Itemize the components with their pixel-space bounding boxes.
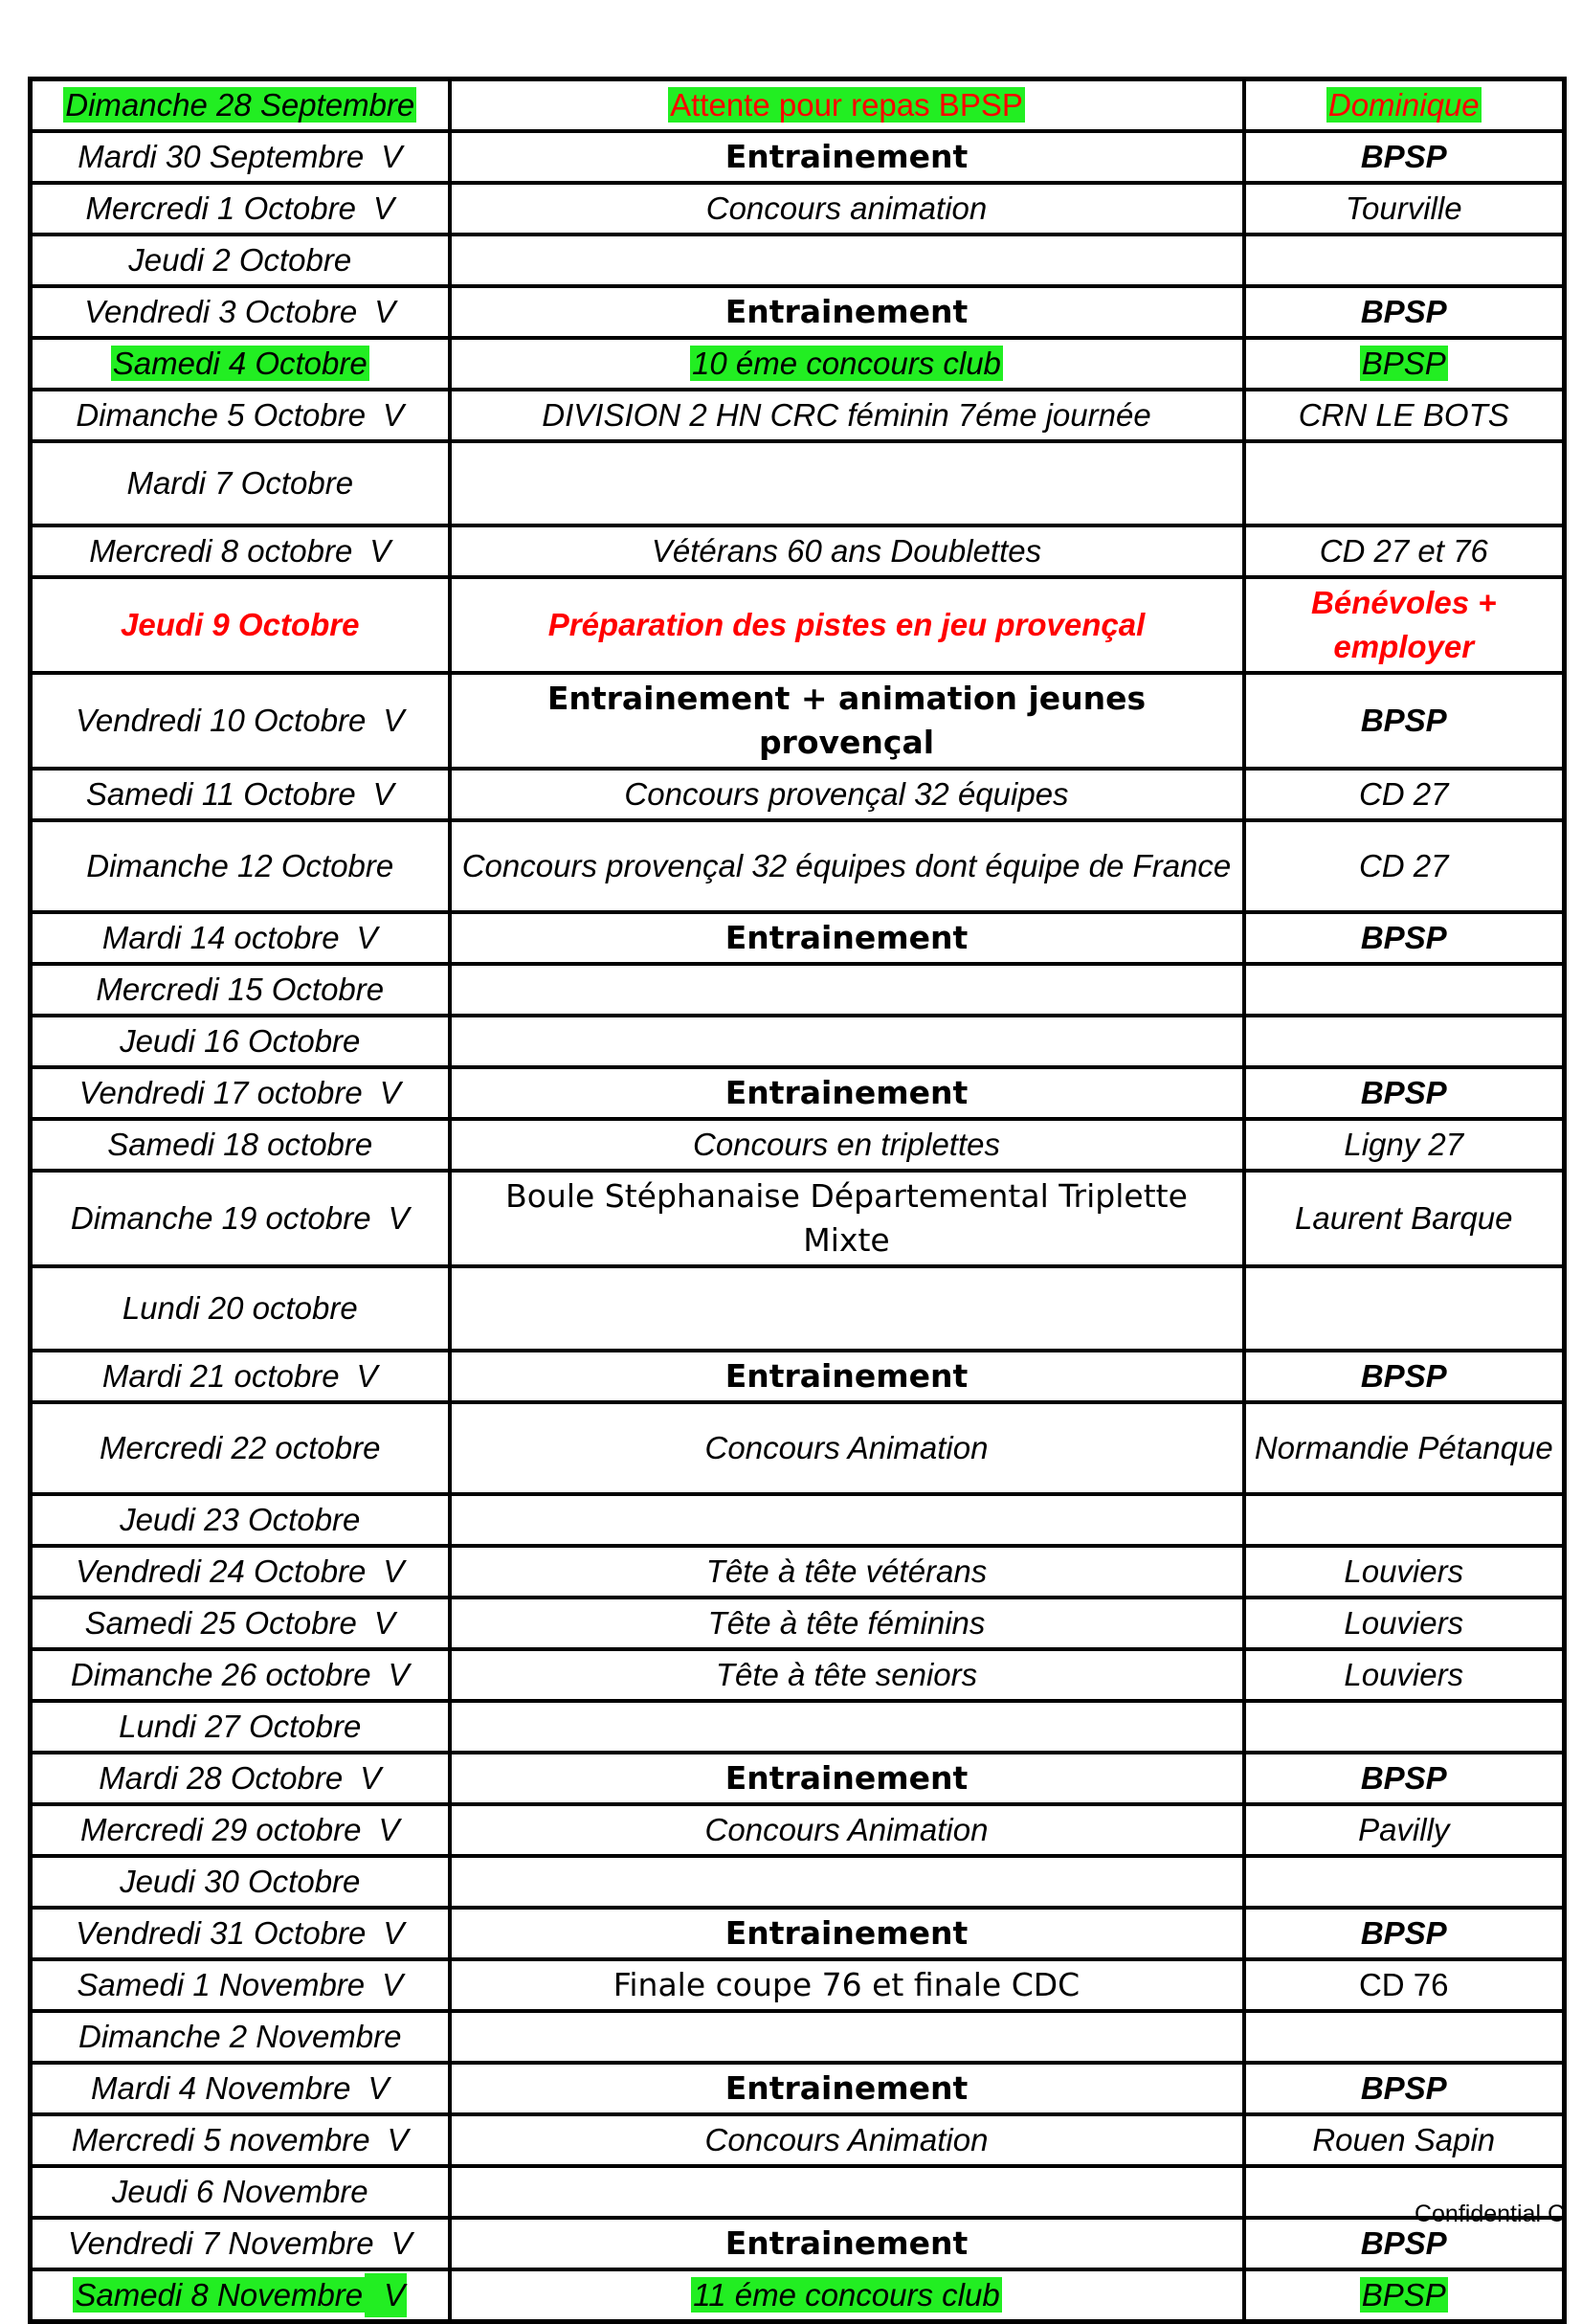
schedule-row: [31, 2063, 1565, 2114]
place-text: Ligny 27: [1344, 1127, 1464, 1162]
date-cell: [31, 2218, 450, 2269]
event-text: Entrainement: [724, 1357, 969, 1395]
date-text: Dimanche 19 octobre: [70, 1200, 371, 1236]
date-text: Vendredi 10 Octobre: [76, 703, 367, 738]
event-text: Finale coupe 76 et finale CDC: [613, 1966, 1081, 2003]
event-cell: [450, 2218, 1244, 2269]
place-cell: [1244, 2114, 1565, 2166]
schedule-row: [31, 1649, 1565, 1701]
place-text: Louviers: [1344, 1657, 1464, 1692]
date-text: Jeudi 9 Octobre: [121, 607, 360, 642]
availability-mark: V: [390, 2225, 412, 2261]
date-text: Mercredi 15 Octobre: [96, 972, 385, 1007]
event-text: Entrainement + animation jeunes provençal: [546, 680, 1147, 761]
date-cell: [31, 183, 450, 235]
event-text: Entrainement: [724, 2224, 969, 2262]
date-text: Mercredi 8 octobre: [89, 533, 353, 569]
date-text: Mardi 14 octobre: [101, 920, 340, 955]
date-cell: [31, 1119, 450, 1171]
place-cell: [1244, 2063, 1565, 2114]
schedule-row: [31, 338, 1565, 390]
event-cell: [450, 964, 1244, 1016]
schedule-row: [31, 964, 1565, 1016]
place-text: BPSP: [1360, 1358, 1447, 1394]
availability-mark: V: [388, 1200, 410, 1236]
date-cell: [31, 1067, 450, 1119]
place-text: Louviers: [1344, 1553, 1464, 1589]
event-cell: [450, 1856, 1244, 1908]
schedule-row: [31, 1171, 1565, 1266]
event-text: Boule Stéphanaise Départemental Triplette Mixte: [505, 1177, 1188, 1259]
event-cell: [450, 183, 1244, 235]
place-text: Normandie Pétanque: [1254, 1430, 1553, 1465]
availability-mark: V: [360, 1760, 382, 1796]
date-cell: [31, 2166, 450, 2218]
place-cell: [1244, 1119, 1565, 1171]
date-text: Samedi 25 Octobre: [84, 1605, 357, 1641]
date-text: Mercredi 22 octobre: [100, 1430, 381, 1465]
place-cell: [1244, 1908, 1565, 1959]
date-cell: [31, 1016, 450, 1067]
schedule-row: [31, 1598, 1565, 1649]
event-cell: [450, 79, 1244, 132]
date-cell: [31, 2114, 450, 2166]
schedule-row: [31, 673, 1565, 769]
place-text: BPSP: [1361, 346, 1446, 381]
date-cell: [31, 1171, 450, 1266]
schedule-row: [31, 1119, 1565, 1171]
place-cell: [1244, 673, 1565, 769]
place-cell: [1244, 2269, 1565, 2322]
date-text: Jeudi 16 Octobre: [120, 1023, 361, 1059]
event-text: Concours provençal 32 équipes dont équipe de France: [461, 848, 1232, 883]
place-text: BPSP: [1360, 1760, 1447, 1796]
schedule-row: [31, 235, 1565, 286]
event-text: Entrainement: [724, 2069, 969, 2107]
availability-mark: V: [383, 703, 405, 738]
event-cell: [450, 1067, 1244, 1119]
schedule-row: [31, 1351, 1565, 1402]
date-text: Samedi 4 Octobre: [112, 346, 368, 381]
event-text: Tête à tête féminins: [707, 1605, 986, 1641]
place-text: BPSP: [1360, 703, 1447, 738]
availability-mark: V: [383, 1915, 405, 1951]
place-text: Bénévoles + employer: [1310, 585, 1497, 664]
place-text: Louviers: [1344, 1605, 1464, 1641]
event-cell: [450, 2269, 1244, 2322]
place-cell: [1244, 235, 1565, 286]
event-text: Entrainement: [724, 1759, 969, 1797]
date-text: Dimanche 12 Octobre: [86, 848, 394, 883]
event-cell: [450, 769, 1244, 820]
date-cell: [31, 1649, 450, 1701]
date-cell: [31, 1804, 450, 1856]
event-cell: [450, 673, 1244, 769]
date-text: Vendredi 31 Octobre: [76, 1915, 367, 1951]
date-cell: [31, 964, 450, 1016]
schedule-row: [31, 1959, 1565, 2011]
event-cell: [450, 131, 1244, 183]
place-cell: [1244, 1753, 1565, 1804]
event-text: Entrainement: [724, 1914, 969, 1952]
schedule-row: [31, 1016, 1565, 1067]
date-text: Dimanche 26 octobre: [70, 1657, 371, 1692]
availability-mark: V: [383, 397, 405, 433]
schedule-row: [31, 577, 1565, 673]
schedule-row: [31, 79, 1565, 132]
date-cell: [31, 769, 450, 820]
date-cell: [31, 525, 450, 577]
place-text: Tourville: [1345, 190, 1462, 226]
event-text: Entrainement: [724, 138, 969, 175]
event-cell: [450, 1402, 1244, 1494]
date-cell: [31, 2011, 450, 2063]
place-cell: [1244, 1171, 1565, 1266]
place-cell: [1244, 912, 1565, 964]
place-cell: [1244, 1067, 1565, 1119]
schedule-row: [31, 1908, 1565, 1959]
schedule-row: [31, 1753, 1565, 1804]
event-cell: [450, 441, 1244, 525]
place-cell: [1244, 1402, 1565, 1494]
event-text: Tête à tête seniors: [715, 1657, 978, 1692]
schedule-row: [31, 1266, 1565, 1351]
availability-mark: V: [372, 190, 394, 226]
place-cell: [1244, 183, 1565, 235]
schedule-row: [31, 820, 1565, 912]
place-text: Dominique: [1327, 87, 1480, 123]
schedule-row: [31, 769, 1565, 820]
schedule-row: [31, 441, 1565, 525]
event-text: Tête à tête vétérans: [705, 1553, 988, 1589]
date-text: Mercredi 1 Octobre: [85, 190, 356, 226]
event-text: Entrainement: [724, 293, 969, 330]
availability-mark: V: [356, 920, 378, 955]
place-text: BPSP: [1360, 920, 1447, 955]
availability-mark: V: [356, 1358, 378, 1394]
date-cell: [31, 1598, 450, 1649]
event-cell: [450, 2011, 1244, 2063]
schedule-row: [31, 1804, 1565, 1856]
date-text: Vendredi 24 Octobre: [76, 1553, 367, 1589]
availability-mark: V: [374, 294, 396, 329]
event-cell: [450, 577, 1244, 673]
event-cell: [450, 1908, 1244, 1959]
event-cell: [450, 286, 1244, 338]
date-cell: [31, 1701, 450, 1753]
place-cell: [1244, 820, 1565, 912]
event-text: Concours Animation: [704, 2122, 989, 2157]
date-cell: [31, 390, 450, 441]
schedule-row: [31, 2166, 1565, 2218]
event-cell: [450, 1171, 1244, 1266]
date-cell: [31, 1351, 450, 1402]
date-text: Dimanche 5 Octobre: [76, 397, 367, 433]
place-cell: [1244, 390, 1565, 441]
date-text: Jeudi 23 Octobre: [120, 1502, 361, 1537]
place-cell: [1244, 1016, 1565, 1067]
date-cell: [31, 2269, 450, 2322]
date-text: Mardi 30 Septembre: [78, 139, 365, 174]
event-cell: [450, 1546, 1244, 1598]
date-cell: [31, 1266, 450, 1351]
place-text: BPSP: [1360, 294, 1447, 329]
place-cell: [1244, 769, 1565, 820]
date-cell: [31, 1856, 450, 1908]
place-cell: [1244, 1804, 1565, 1856]
place-cell: [1244, 79, 1565, 132]
confidential-footer: Confidential C: [1414, 2201, 1565, 2227]
event-cell: [450, 525, 1244, 577]
event-cell: [450, 390, 1244, 441]
date-text: Lundi 20 octobre: [122, 1290, 358, 1326]
date-text: Jeudi 6 Novembre: [111, 2174, 368, 2209]
availability-mark: V: [378, 1812, 400, 1847]
date-cell: [31, 820, 450, 912]
event-text: Préparation des pistes en jeu provençal: [547, 607, 1146, 642]
event-cell: [450, 1959, 1244, 2011]
availability-mark: V: [383, 1553, 405, 1589]
event-text: Concours animation: [705, 190, 988, 226]
place-cell: [1244, 1701, 1565, 1753]
date-text: Jeudi 2 Octobre: [128, 242, 352, 278]
event-cell: [450, 912, 1244, 964]
date-text: Jeudi 30 Octobre: [120, 1864, 361, 1899]
place-text: CRN LE BOTS: [1298, 397, 1509, 433]
availability-mark: V: [382, 1967, 404, 2002]
date-text: Mardi 7 Octobre: [126, 465, 354, 501]
place-cell: [1244, 1266, 1565, 1351]
place-text: CD 27: [1358, 848, 1449, 883]
place-cell: [1244, 1598, 1565, 1649]
date-cell: [31, 441, 450, 525]
schedule-row: [31, 2114, 1565, 2166]
event-cell: [450, 820, 1244, 912]
date-text: Vendredi 3 Octobre: [84, 294, 358, 329]
event-cell: [450, 1266, 1244, 1351]
event-text: Entrainement: [724, 1074, 969, 1111]
event-cell: [450, 1804, 1244, 1856]
availability-mark: V: [365, 2273, 407, 2317]
date-text: Samedi 1 Novembre: [77, 1967, 366, 2002]
date-cell: [31, 1959, 450, 2011]
availability-mark: V: [381, 139, 403, 174]
place-cell: [1244, 525, 1565, 577]
place-text: BPSP: [1360, 2070, 1447, 2106]
availability-mark: V: [373, 1605, 395, 1641]
event-cell: [450, 235, 1244, 286]
event-text: Concours Animation: [704, 1430, 989, 1465]
event-text: DIVISION 2 HN CRC féminin 7éme journée: [542, 397, 1151, 433]
place-text: BPSP: [1360, 139, 1447, 174]
event-text: 10 éme concours club: [692, 346, 1001, 381]
date-cell: [31, 131, 450, 183]
place-cell: [1244, 1546, 1565, 1598]
place-cell: [1244, 1351, 1565, 1402]
event-cell: [450, 2063, 1244, 2114]
date-cell: [31, 1546, 450, 1598]
place-text: BPSP: [1360, 1075, 1447, 1110]
schedule-table: [28, 77, 1567, 2324]
place-text: CD 27: [1358, 776, 1449, 812]
date-cell: [31, 235, 450, 286]
place-cell: [1244, 1959, 1565, 2011]
schedule-row: [31, 1546, 1565, 1598]
place-cell: [1244, 131, 1565, 183]
place-cell: [1244, 577, 1565, 673]
date-text: Samedi 18 octobre: [107, 1127, 373, 1162]
event-cell: [450, 1016, 1244, 1067]
availability-mark: V: [379, 1075, 401, 1110]
availability-mark: V: [368, 2070, 390, 2106]
schedule-row: [31, 1856, 1565, 1908]
place-text: BPSP: [1360, 2225, 1447, 2261]
event-cell: [450, 1701, 1244, 1753]
availability-mark: V: [387, 2122, 409, 2157]
schedule-row: [31, 390, 1565, 441]
date-text: Lundi 27 Octobre: [119, 1709, 362, 1744]
place-text: CD 76: [1358, 1967, 1449, 2002]
date-text: Dimanche 2 Novembre: [78, 2019, 402, 2054]
event-cell: [450, 2166, 1244, 2218]
event-cell: [450, 1598, 1244, 1649]
place-cell: [1244, 1856, 1565, 1908]
schedule-row: [31, 2269, 1565, 2322]
event-text: Concours Animation: [704, 1812, 989, 1847]
availability-mark: V: [369, 533, 391, 569]
event-text: Vétérans 60 ans Doublettes: [651, 533, 1042, 569]
schedule-row: [31, 1067, 1565, 1119]
schedule-row: [31, 2011, 1565, 2063]
event-cell: [450, 1649, 1244, 1701]
date-cell: [31, 1494, 450, 1546]
schedule-row: [31, 525, 1565, 577]
event-text: Concours en triplettes: [693, 1127, 1000, 1162]
event-cell: [450, 1351, 1244, 1402]
date-cell: [31, 1402, 450, 1494]
schedule-row: [31, 183, 1565, 235]
event-text: 11 éme concours club: [693, 2277, 1000, 2313]
place-text: BPSP: [1361, 2277, 1446, 2313]
date-cell: [31, 1753, 450, 1804]
event-cell: [450, 2114, 1244, 2166]
place-cell: [1244, 286, 1565, 338]
place-text: CD 27 et 76: [1319, 533, 1488, 569]
schedule-row: [31, 1701, 1565, 1753]
event-text: Concours provençal 32 équipes: [624, 776, 1069, 812]
place-cell: [1244, 441, 1565, 525]
date-text: Dimanche 28 Septembre: [65, 87, 415, 123]
date-cell: [31, 577, 450, 673]
event-cell: [450, 1753, 1244, 1804]
schedule-row: [31, 912, 1565, 964]
schedule-row: [31, 1494, 1565, 1546]
event-text: Attente pour repas BPSP: [670, 87, 1023, 123]
date-text: Samedi 11 Octobre: [85, 776, 356, 812]
date-text: Vendredi 7 Novembre: [67, 2225, 374, 2261]
place-text: Pavilly: [1358, 1812, 1450, 1847]
date-text: Samedi 8 Novembre: [75, 2277, 364, 2313]
date-text: Mardi 21 octobre: [101, 1358, 340, 1394]
place-text: Rouen Sapin: [1312, 2122, 1496, 2157]
place-text: BPSP: [1360, 1915, 1447, 1951]
schedule-body: [31, 79, 1565, 2322]
date-text: Mardi 28 Octobre: [99, 1760, 344, 1796]
availability-mark: V: [388, 1657, 410, 1692]
schedule-row: [31, 131, 1565, 183]
date-cell: [31, 286, 450, 338]
place-cell: [1244, 2011, 1565, 2063]
date-text: Vendredi 17 octobre: [78, 1075, 363, 1110]
schedule-row: [31, 286, 1565, 338]
event-cell: [450, 1119, 1244, 1171]
date-cell: [31, 1908, 450, 1959]
date-cell: [31, 338, 450, 390]
date-cell: [31, 673, 450, 769]
place-cell: [1244, 338, 1565, 390]
place-text: Laurent Barque: [1294, 1200, 1513, 1236]
schedule-row: [31, 2218, 1565, 2269]
date-text: Mardi 4 Novembre: [91, 2070, 351, 2106]
event-text: Entrainement: [724, 919, 969, 956]
place-cell: [1244, 1494, 1565, 1546]
date-cell: [31, 2063, 450, 2114]
event-cell: [450, 1494, 1244, 1546]
schedule-row: [31, 1402, 1565, 1494]
date-text: Mercredi 5 novembre: [71, 2122, 370, 2157]
event-cell: [450, 338, 1244, 390]
date-text: Mercredi 29 octobre: [80, 1812, 362, 1847]
availability-mark: V: [372, 776, 394, 812]
place-cell: [1244, 964, 1565, 1016]
place-cell: [1244, 1649, 1565, 1701]
date-cell: [31, 79, 450, 132]
date-cell: [31, 912, 450, 964]
